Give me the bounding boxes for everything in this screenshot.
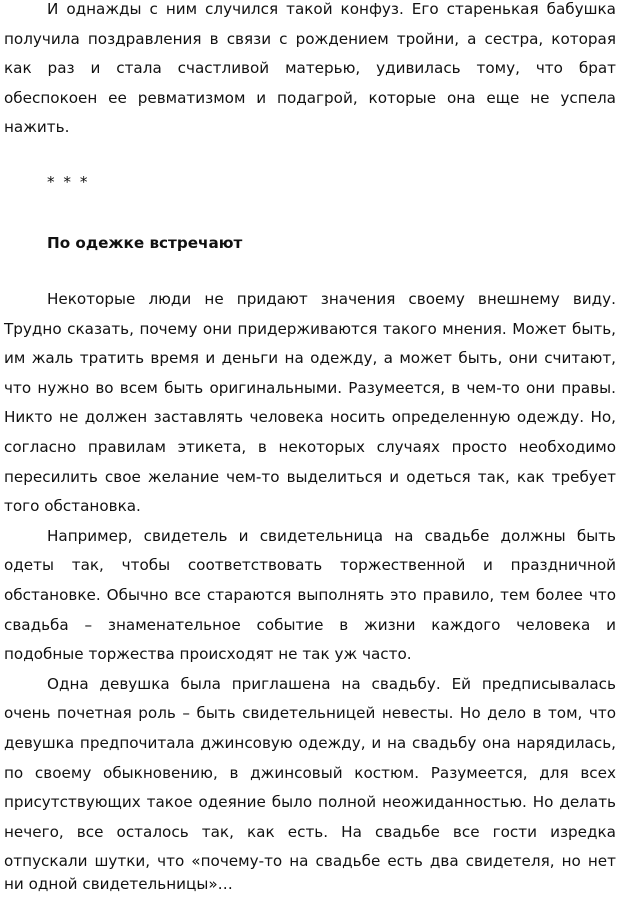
text-line: что нужно во всем быть оригинальными. Разумеется, в чем-то они правы. [4, 378, 616, 397]
text-line: отпускали шутки, что «почему-то на свадьбе есть два свидетеля, но нет [4, 852, 616, 871]
text-line: свадьба – знаменательное событие в жизни каждого человека и [4, 615, 616, 634]
text-line: И однажды с ним случился такой конфуз. Его старенькая бабушка [47, 0, 616, 18]
text-line: нажить. [4, 118, 70, 137]
text-line: получила поздравления в связи с рождением тройни, а сестра, которая [4, 29, 616, 48]
text-line: обеспокоен ее ревматизмом и подагрой, которые она еще не успела [4, 88, 616, 107]
text-line: ни одной свидетельницы»… [4, 875, 233, 893]
text-line: Никто не должен заставлять человека носить определенную одежду. Но, [4, 408, 616, 427]
text-line: как раз и стала счастливой матерью, удивилась тому, что брат [4, 59, 616, 78]
text-line: обстановке. Обычно все стараются выполнять это правило, тем более что [4, 586, 616, 604]
text-line: согласно правилам этикета, в некоторых случаях просто необходимо [4, 438, 616, 456]
text-line: Трудно сказать, почему они придерживаются такого мнения. Может быть, [4, 319, 616, 338]
text-line: им жаль тратить время и деньги на одежду, а может быть, они считают, [4, 349, 616, 368]
text-line: Некоторые люди не придают значения своему внешнему виду. [47, 290, 616, 308]
text-line: того обстановка. [4, 497, 141, 516]
text-line: нечего, все осталось так, как есть. На свадьбе все гости изредка [4, 822, 616, 841]
text-line: пересилить свое желание чем-то выделиться и одеться так, как требует [4, 467, 616, 486]
text-line: присутствующих такое одеяние было полной неожиданностью. Но делать [4, 793, 616, 812]
text-line: очень почетная роль – быть свидетельницей невесты. Но дело в том, что [4, 704, 616, 723]
section-heading: По одежке встречают [47, 234, 243, 252]
text-line: по своему обыкновению, в джинсовый костюм. Разумеется, для всех [4, 763, 616, 782]
section-separator: * * * [47, 173, 90, 191]
text-line: одеты так, чтобы соответствовать торжественной и праздничной [4, 556, 616, 575]
text-line: девушка предпочитала джинсовую одежду, и на свадьбу она нарядилась, [4, 734, 616, 752]
text-line: Одна девушка была приглашена на свадьбу. Ей предписывалась [47, 674, 616, 693]
text-line: Например, свидетель и свидетельница на свадьбе должны быть [47, 526, 616, 545]
text-line: подобные торжества происходят не так уж часто. [4, 645, 412, 664]
